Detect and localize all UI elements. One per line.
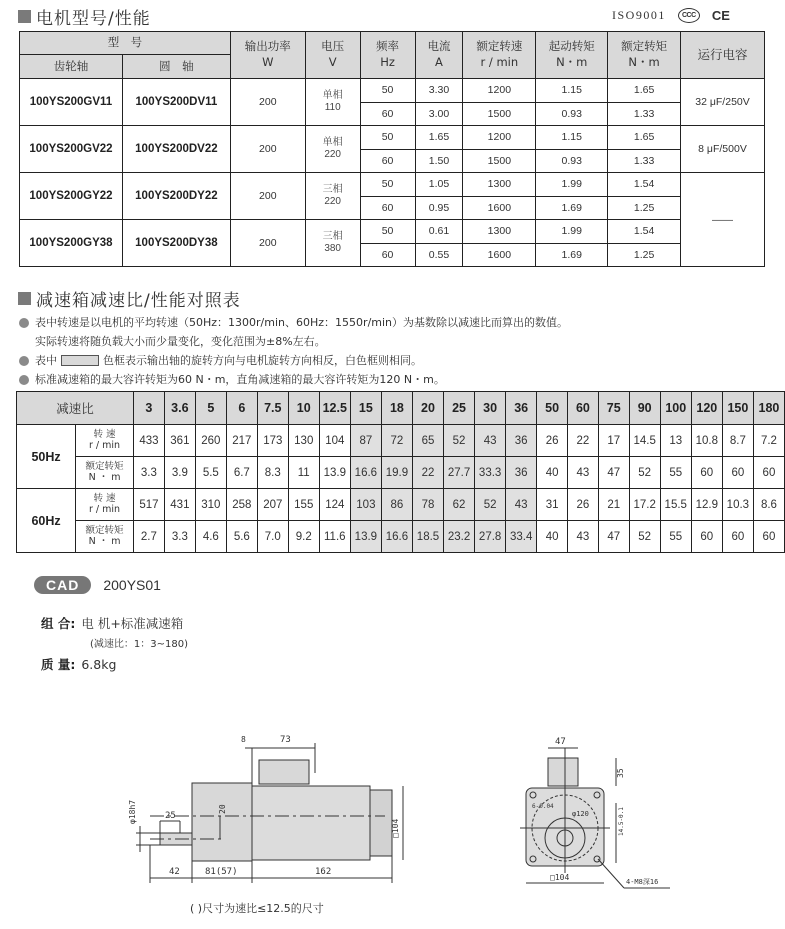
frequency-value: 50: [360, 173, 415, 197]
torque-value: 6.7: [226, 457, 257, 489]
iso-cert: ISO9001: [612, 8, 666, 22]
rated-speed-value: 1300: [463, 173, 536, 197]
ccc-logo-icon: CCC: [678, 8, 700, 23]
ratio-header-row: [17, 392, 785, 425]
current-value: 1.50: [415, 149, 463, 173]
power-value: 200: [230, 173, 305, 220]
speed-value: 17: [598, 425, 629, 457]
ratio-value: 3: [133, 392, 164, 425]
start-torque-value: 0.93: [536, 102, 608, 126]
frequency-value: 50: [360, 126, 415, 150]
torque-value: 4.6: [195, 521, 226, 553]
ratio-value: 150: [722, 392, 753, 425]
gear-shaft-model: 100YS200GY38: [20, 220, 123, 267]
note-item: [19, 351, 568, 370]
dim-73: 73: [280, 735, 291, 745]
speed-value: 124: [319, 489, 350, 521]
dim-bolt: 4-M8深16: [626, 878, 659, 886]
speed-value: 103: [350, 489, 381, 521]
torque-value: 22: [412, 457, 443, 489]
rated-speed-value: 1200: [463, 126, 536, 150]
section-title-gearbox: [18, 286, 241, 311]
dim-pcd: φ120: [572, 810, 589, 818]
torque-value: 60: [753, 521, 784, 553]
ratio-value: 6: [226, 392, 257, 425]
dim-42: 42: [169, 867, 180, 877]
torque-label: 额定转矩 N ・ m: [76, 521, 134, 553]
note-text: 表中: [35, 354, 57, 367]
speed-value: 43: [475, 425, 506, 457]
speed-value: 217: [226, 425, 257, 457]
dim-shaft-dia: φ18h7: [128, 799, 137, 824]
rated-torque-value: 1.65: [608, 126, 681, 150]
cad-header: [34, 576, 161, 594]
capacitor-value: 32 μF/250V: [681, 79, 765, 126]
speed-value: 155: [288, 489, 319, 521]
note-item: [19, 332, 568, 351]
ce-logo-icon: CE: [711, 8, 730, 23]
start-torque-value: 1.69: [536, 196, 608, 220]
frequency-group: 60Hz: [17, 489, 76, 553]
torque-value: 60: [753, 457, 784, 489]
note-text: 实际转速将随负载大小而少量变化，变化范围为±8%左右。: [35, 335, 326, 348]
speed-value: 52: [475, 489, 506, 521]
round-shaft-model: 100YS200DV22: [122, 126, 230, 173]
torque-value: 16.6: [350, 457, 381, 489]
capacitor-value: ——: [681, 173, 765, 267]
dim-sq104-front: □104: [550, 873, 570, 882]
torque-value: 60: [691, 521, 722, 553]
speed-value: 310: [195, 489, 226, 521]
spec-label: 组 合:: [41, 616, 76, 631]
torque-value: 52: [629, 457, 660, 489]
round-shaft-model: 100YS200DV11: [122, 79, 230, 126]
power-value: 200: [230, 79, 305, 126]
ratio-value: 120: [691, 392, 722, 425]
note-text: 标准减速箱的最大容许转矩为60 N・m，直角减速箱的最大容许转矩为120 N・m。: [35, 373, 445, 386]
power-value: 200: [230, 220, 305, 267]
speed-value: 8.7: [722, 425, 753, 457]
dim-key: 6-0.04: [532, 803, 554, 810]
torque-value: 8.3: [257, 457, 288, 489]
section-title-motor: [18, 4, 151, 29]
speed-value: 86: [381, 489, 412, 521]
start-torque-value: 1.99: [536, 220, 608, 244]
speed-value: 13: [660, 425, 691, 457]
drawing-caption: ( )尺寸为速比≤12.5的尺寸: [190, 902, 324, 915]
torque-value: 52: [629, 521, 660, 553]
header-model: 型 号: [20, 32, 231, 55]
torque-value: 55: [660, 457, 691, 489]
speed-label: 转 速 r / min: [76, 425, 134, 457]
rated-torque-value: 1.54: [608, 220, 681, 244]
speed-value: 14.5: [629, 425, 660, 457]
current-value: 1.65: [415, 126, 463, 150]
spec-ratio-note: (减速比：1：3~180): [90, 639, 188, 650]
torque-value: 27.8: [475, 521, 506, 553]
ratio-value: 50: [537, 392, 568, 425]
torque-value: 13.9: [319, 457, 350, 489]
gray-box-swatch: [61, 355, 99, 366]
bullet-icon: [19, 356, 29, 366]
torque-value: 3.3: [133, 457, 164, 489]
voltage-value: 三相 220: [305, 173, 360, 220]
rated-speed-value: 1200: [463, 79, 536, 103]
speed-value: 260: [195, 425, 226, 457]
torque-value: 11.6: [319, 521, 350, 553]
frequency-value: 50: [360, 79, 415, 103]
speed-value: 431: [164, 489, 195, 521]
torque-value: 3.3: [164, 521, 195, 553]
dim-162: 162: [315, 867, 332, 877]
speed-value: 72: [381, 425, 412, 457]
torque-value: 5.6: [226, 521, 257, 553]
speed-label: 转 速 r / min: [76, 489, 134, 521]
ratio-value: 30: [475, 392, 506, 425]
torque-value: 60: [722, 457, 753, 489]
speed-value: 43: [506, 489, 537, 521]
torque-value: 36: [506, 457, 537, 489]
terminal-box-front: [548, 758, 578, 786]
motor-row: [20, 220, 765, 244]
ratio-value: 100: [660, 392, 691, 425]
torque-label: 额定转矩 N ・ m: [76, 457, 134, 489]
speed-value: 7.2: [753, 425, 784, 457]
dim-47: 47: [555, 737, 566, 747]
header-gear-shaft: 齿轮轴: [20, 55, 123, 79]
start-torque-value: 1.15: [536, 79, 608, 103]
speed-row: [17, 489, 785, 521]
speed-value: 12.9: [691, 489, 722, 521]
note-text: 表中转速是以电机的平均转速（50Hz：1300r/min、60Hz：1550r/min）为基数除以减速比而算出的数值。: [35, 316, 569, 329]
ratio-value: 12.5: [319, 392, 350, 425]
header-rated-torque: 额定转矩 N・m: [608, 32, 681, 79]
voltage-value: 三相 380: [305, 220, 360, 267]
rated-speed-value: 1300: [463, 220, 536, 244]
speed-value: 207: [257, 489, 288, 521]
dim-81: 81(57): [205, 867, 238, 877]
torque-value: 40: [537, 521, 568, 553]
rated-torque-value: 1.25: [608, 243, 681, 267]
torque-value: 43: [568, 521, 599, 553]
motor-row: [20, 126, 765, 150]
speed-value: 31: [537, 489, 568, 521]
front-view-drawing: [520, 728, 690, 893]
ratio-value: 7.5: [257, 392, 288, 425]
rated-speed-value: 1500: [463, 149, 536, 173]
gearbox-ratio-table: [16, 391, 785, 553]
speed-value: 78: [412, 489, 443, 521]
ratio-value: 36: [506, 392, 537, 425]
speed-value: 26: [537, 425, 568, 457]
header-voltage: 电压 V: [305, 32, 360, 79]
ratio-value: 10: [288, 392, 319, 425]
note-item: [19, 313, 568, 332]
speed-value: 21: [598, 489, 629, 521]
torque-row: [17, 521, 785, 553]
torque-value: 33.4: [506, 521, 537, 553]
dim-8: 8: [241, 735, 246, 744]
voltage-value: 单相 110: [305, 79, 360, 126]
speed-row: [17, 425, 785, 457]
spec-value: 6.8kg: [81, 657, 117, 672]
terminal-box: [259, 760, 309, 784]
certifications: [612, 8, 730, 23]
rated-speed-value: 1600: [463, 243, 536, 267]
rated-torque-value: 1.25: [608, 196, 681, 220]
dim-20: 20: [218, 804, 227, 814]
speed-value: 173: [257, 425, 288, 457]
speed-value: 8.6: [753, 489, 784, 521]
section-title-text: 减速箱减速比/性能对照表: [36, 291, 241, 311]
dim-25: 25: [165, 811, 176, 821]
spec-label: 质 量:: [41, 657, 76, 672]
ratio-value: 75: [598, 392, 629, 425]
header-start-torque: 起动转矩 N・m: [536, 32, 608, 79]
start-torque-value: 1.15: [536, 126, 608, 150]
spec-combination: [41, 614, 183, 632]
frequency-value: 60: [360, 243, 415, 267]
torque-value: 9.2: [288, 521, 319, 553]
header-capacitor: 运行电容: [681, 32, 765, 79]
gearbox-body: [192, 783, 252, 861]
dim-sq104: □104: [391, 818, 400, 838]
torque-value: 19.9: [381, 457, 412, 489]
speed-value: 26: [568, 489, 599, 521]
frequency-value: 60: [360, 196, 415, 220]
torque-value: 11: [288, 457, 319, 489]
torque-value: 47: [598, 521, 629, 553]
header-power: 输出功率 W: [230, 32, 305, 79]
torque-value: 47: [598, 457, 629, 489]
speed-value: 258: [226, 489, 257, 521]
torque-value: 16.6: [381, 521, 412, 553]
section-title-text: 电机型号/性能: [36, 9, 151, 29]
motor-body: [252, 786, 370, 860]
dim-14: 14.5-0.1: [618, 807, 625, 836]
speed-value: 17.2: [629, 489, 660, 521]
speed-value: 22: [568, 425, 599, 457]
gear-shaft-model: 100YS200GV22: [20, 126, 123, 173]
rated-torque-value: 1.33: [608, 149, 681, 173]
speed-value: 87: [350, 425, 381, 457]
ratio-value: 90: [629, 392, 660, 425]
speed-value: 104: [319, 425, 350, 457]
header-rated-speed: 额定转速 r / min: [463, 32, 536, 79]
ratio-value: 180: [753, 392, 784, 425]
torque-value: 2.7: [133, 521, 164, 553]
gear-shaft-model: 100YS200GV11: [20, 79, 123, 126]
start-torque-value: 1.69: [536, 243, 608, 267]
speed-value: 10.3: [722, 489, 753, 521]
ratio-value: 18: [381, 392, 412, 425]
header-round-shaft: 圆 轴: [122, 55, 230, 79]
speed-value: 65: [412, 425, 443, 457]
current-value: 3.30: [415, 79, 463, 103]
spec-value: 电 机+标准减速箱: [81, 616, 184, 631]
torque-value: 7.0: [257, 521, 288, 553]
ratio-value: 3.6: [164, 392, 195, 425]
header-current: 电流 A: [415, 32, 463, 79]
note-item: [19, 370, 568, 389]
current-value: 0.95: [415, 196, 463, 220]
motor-spec-table: [19, 31, 765, 267]
speed-value: 15.5: [660, 489, 691, 521]
speed-value: 361: [164, 425, 195, 457]
frequency-group: 50Hz: [17, 425, 76, 489]
current-value: 0.61: [415, 220, 463, 244]
torque-row: [17, 457, 785, 489]
bullet-icon: [19, 318, 29, 328]
note-text: 色框表示输出轴的旋转方向与电机旋转方向相反，白色框则相同。: [103, 354, 422, 367]
voltage-value: 单相 220: [305, 126, 360, 173]
bullet-icon: [19, 375, 29, 385]
frequency-value: 60: [360, 149, 415, 173]
frequency-value: 60: [360, 102, 415, 126]
torque-value: 18.5: [412, 521, 443, 553]
rated-torque-value: 1.33: [608, 102, 681, 126]
rated-speed-value: 1500: [463, 102, 536, 126]
current-value: 0.55: [415, 243, 463, 267]
round-shaft-model: 100YS200DY38: [122, 220, 230, 267]
torque-value: 60: [691, 457, 722, 489]
speed-value: 10.8: [691, 425, 722, 457]
ratio-label: 减速比: [17, 392, 134, 425]
gear-shaft-model: 100YS200GY22: [20, 173, 123, 220]
torque-value: 13.9: [350, 521, 381, 553]
rated-torque-value: 1.54: [608, 173, 681, 197]
speed-value: 52: [444, 425, 475, 457]
ratio-value: 60: [568, 392, 599, 425]
start-torque-value: 1.99: [536, 173, 608, 197]
rated-torque-value: 1.65: [608, 79, 681, 103]
speed-value: 36: [506, 425, 537, 457]
speed-value: 517: [133, 489, 164, 521]
header-frequency: 频率 Hz: [360, 32, 415, 79]
power-value: 200: [230, 126, 305, 173]
dim-35: 35: [616, 768, 625, 778]
torque-value: 23.2: [444, 521, 475, 553]
motor-endcap: [370, 790, 392, 856]
current-value: 3.00: [415, 102, 463, 126]
current-value: 1.05: [415, 173, 463, 197]
notes-list: [19, 313, 568, 389]
ratio-value: 25: [444, 392, 475, 425]
speed-value: 433: [133, 425, 164, 457]
motor-row: [20, 173, 765, 197]
torque-value: 3.9: [164, 457, 195, 489]
cad-code: 200YS01: [103, 577, 161, 593]
side-view-drawing: [115, 728, 405, 893]
torque-value: 5.5: [195, 457, 226, 489]
square-bullet-icon: [18, 10, 31, 23]
ratio-value: 20: [412, 392, 443, 425]
square-bullet-icon: [18, 292, 31, 305]
round-shaft-model: 100YS200DY22: [122, 173, 230, 220]
capacitor-value: 8 μF/500V: [681, 126, 765, 173]
torque-value: 55: [660, 521, 691, 553]
torque-value: 40: [537, 457, 568, 489]
start-torque-value: 0.93: [536, 149, 608, 173]
speed-value: 62: [444, 489, 475, 521]
rated-speed-value: 1600: [463, 196, 536, 220]
spec-weight: [41, 655, 116, 673]
ratio-value: 5: [195, 392, 226, 425]
motor-row: [20, 79, 765, 103]
torque-value: 43: [568, 457, 599, 489]
ratio-value: 15: [350, 392, 381, 425]
frequency-value: 50: [360, 220, 415, 244]
torque-value: 60: [722, 521, 753, 553]
torque-value: 33.3: [475, 457, 506, 489]
speed-value: 130: [288, 425, 319, 457]
torque-value: 27.7: [444, 457, 475, 489]
cad-badge: CAD: [34, 576, 91, 594]
